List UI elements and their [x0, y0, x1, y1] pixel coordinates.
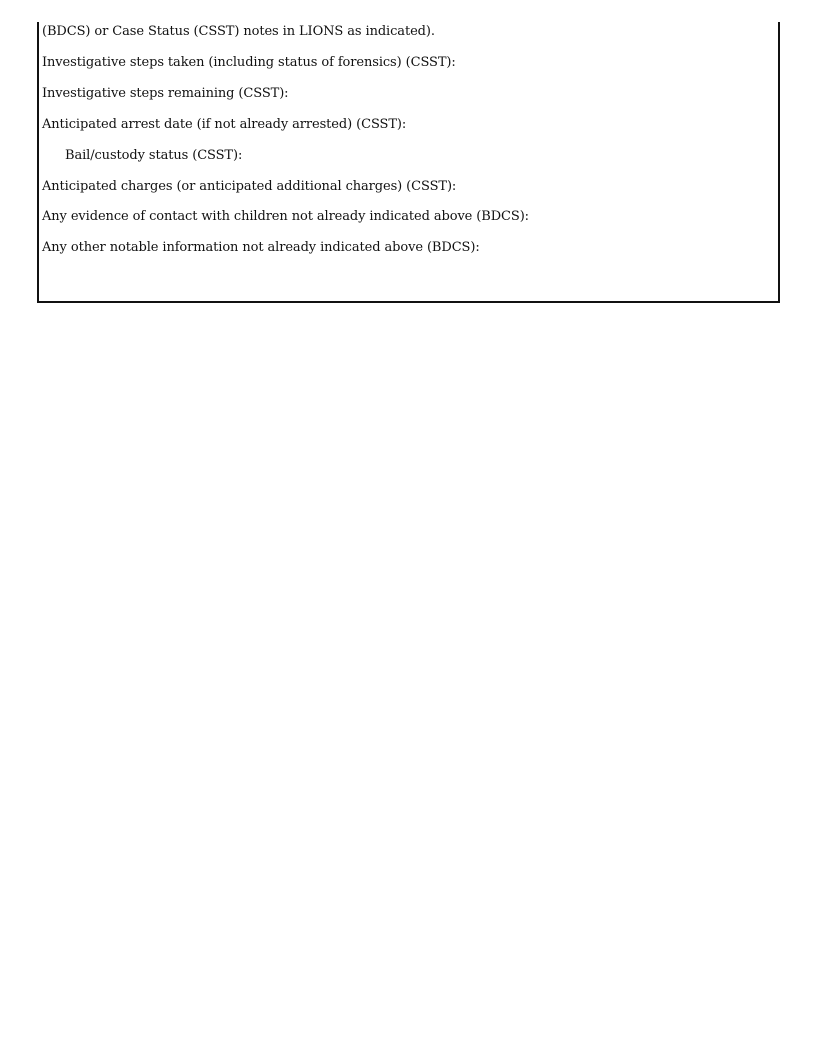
- intro-continuation: (BDCS) or Case Status (CSST) notes in LIONS as indicated).: [42, 24, 435, 39]
- field-other-notable-information: Any other notable information not already indicated above (BDCS):: [42, 240, 480, 255]
- field-anticipated-arrest-date: Anticipated arrest date (if not already arrested) (CSST):: [42, 117, 407, 132]
- field-bail-custody-status: Bail/custody status (CSST):: [65, 148, 243, 163]
- field-anticipated-charges: Anticipated charges (or anticipated additional charges) (CSST):: [42, 179, 457, 194]
- field-investigative-steps-taken: Investigative steps taken (including status of forensics) (CSST):: [42, 55, 456, 70]
- form-box: [37, 22, 780, 303]
- field-contact-with-children: Any evidence of contact with children not already indicated above (BDCS):: [42, 209, 529, 224]
- field-investigative-steps-remaining: Investigative steps remaining (CSST):: [42, 86, 289, 101]
